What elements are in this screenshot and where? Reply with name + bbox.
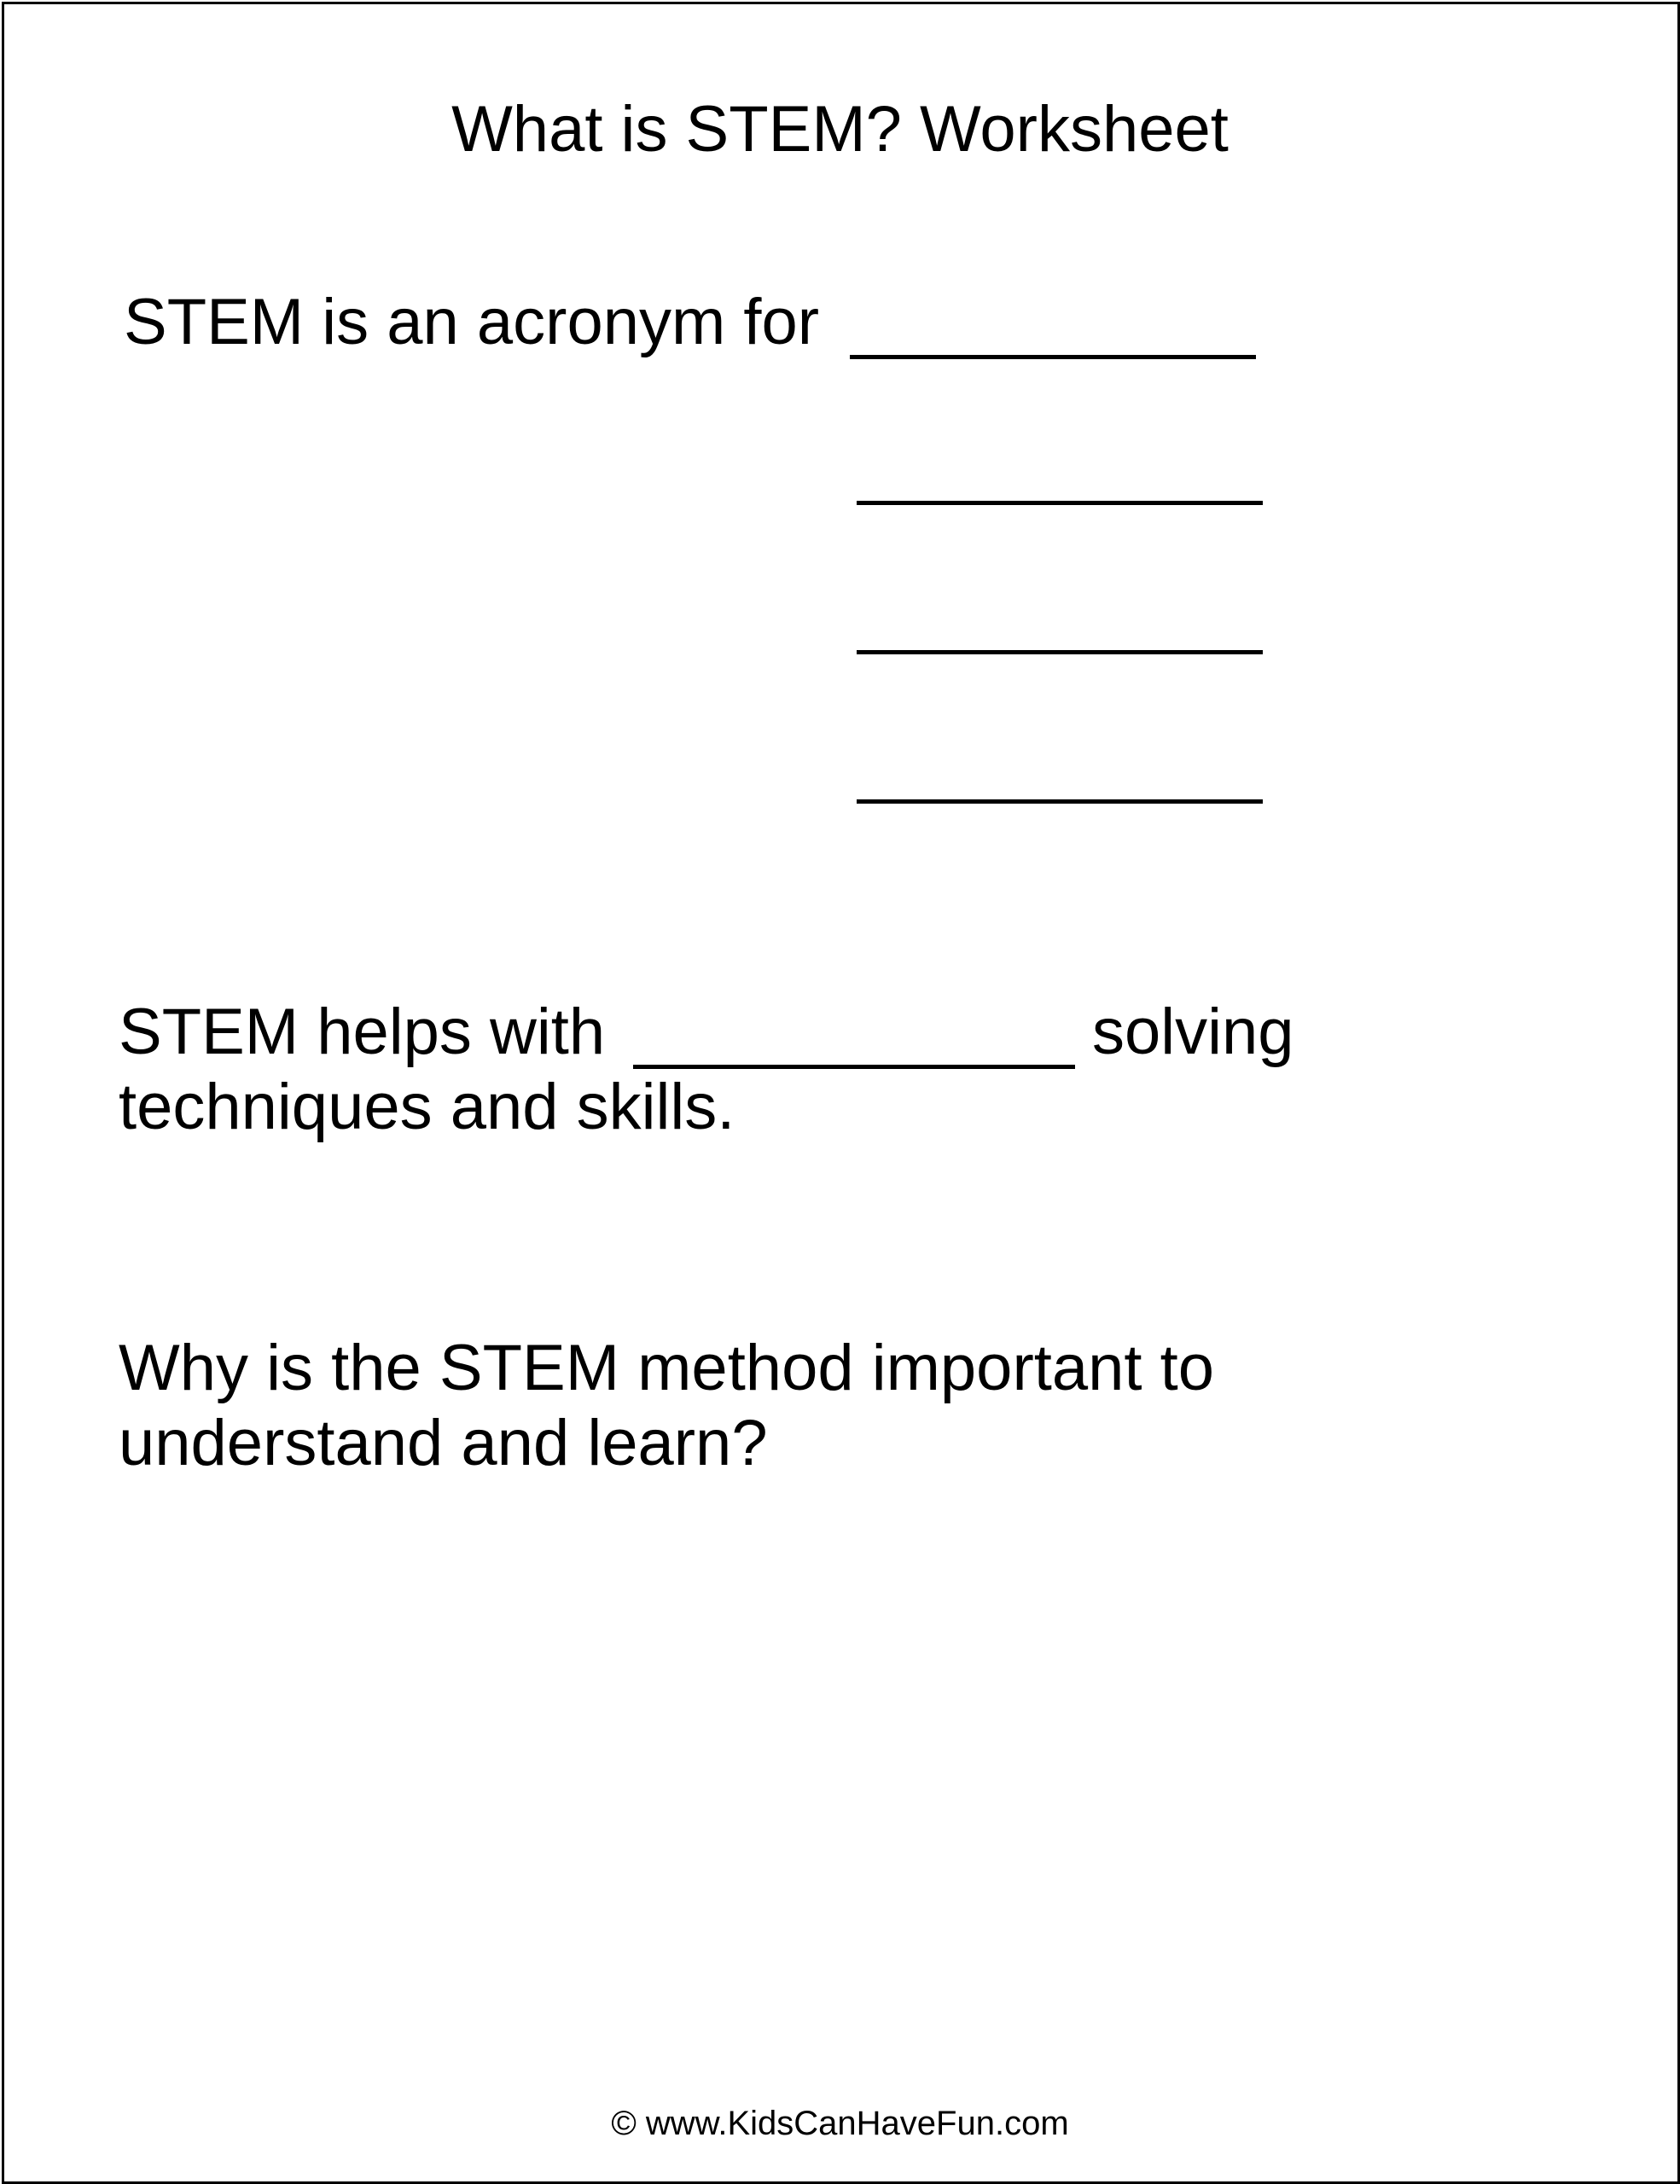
q3-text-line1: Why is the STEM method important to — [119, 1332, 1215, 1404]
q3-text-line2: understand and learn? — [119, 1407, 768, 1479]
q1-prompt: STEM is an acronym for — [124, 286, 820, 358]
q1-blank-2[interactable] — [857, 501, 1263, 505]
q2-text-after: solving — [1092, 996, 1294, 1068]
q1-blank-3[interactable] — [857, 650, 1263, 654]
q1-blank-1[interactable] — [850, 355, 1256, 359]
q1-blank-4[interactable] — [857, 799, 1263, 804]
worksheet-title: What is STEM? Worksheet — [451, 93, 1229, 166]
q2-blank[interactable] — [633, 1065, 1075, 1069]
q2-text-line2: techniques and skills. — [119, 1071, 735, 1143]
copyright-footer: © www.KidsCanHaveFun.com — [611, 2105, 1069, 2142]
q2-text-before: STEM helps with — [119, 996, 606, 1068]
